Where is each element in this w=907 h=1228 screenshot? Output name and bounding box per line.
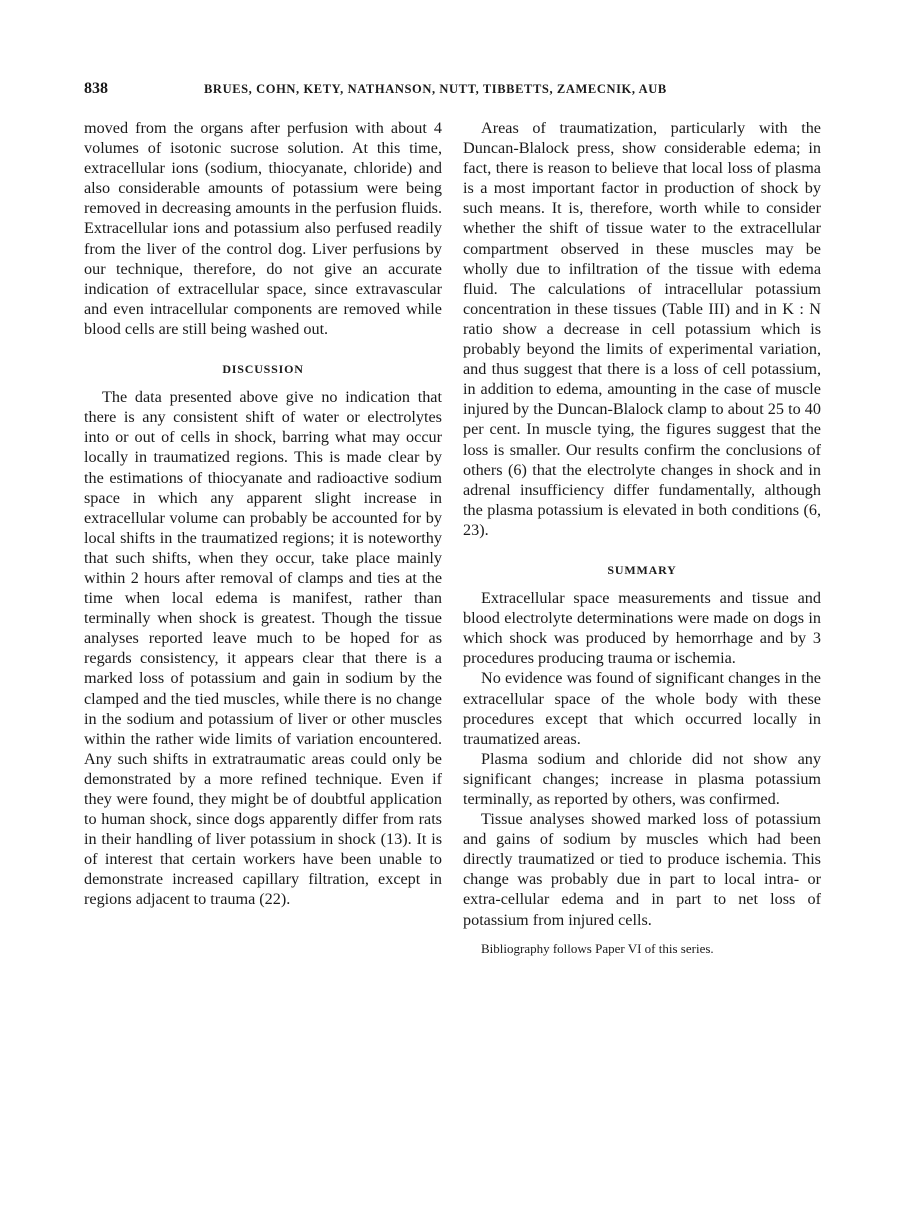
- body-paragraph-continued: moved from the organs after perfusion with about 4 volumes of isotonic sucrose solution. At this time, extracellular ions (sodium, thiocyanate, chloride) and also considerable amounts of potassium were being removed in decreasing amounts in the perfusion fluids. Extracellular ions and potassium also perfused readily from the liver of the control dog. Liver perfusions by our technique, therefore, do not give an accurate indication of extracellular space, since extravascular and even intracellular components are removed while blood cells are still being washed out.: [84, 119, 442, 338]
- summary-paragraph: No evidence was found of significant changes in the extracellular space of the whole body with these procedures except that which occurred locally in traumatized areas.: [463, 669, 821, 748]
- summary-paragraph: Extracellular space measurements and tissue and blood electrolyte determinations were made on dogs in which shock was produced by hemorrhage and by 3 procedures producing trauma or ischemia.: [463, 589, 821, 668]
- page-number: 838: [84, 80, 108, 97]
- running-head-authors: BRUES, COHN, KETY, NATHANSON, NUTT, TIBBETTS, ZAMECNIK, AUB: [204, 82, 667, 96]
- discussion-paragraph-2: Areas of traumatization, particularly with the Duncan-Blalock press, show considerable edema; in fact, there is reason to believe that local loss of plasma is a most important factor in production of shock by such means. It is, therefore, worth while to consider whether the shift of tissue water to the extracellular compartment observed in these muscles may be wholly due to infiltration of the tissue with edema fluid. The calculations of intracellular potassium concentration in these tissues (Table III) and in K : N ratio show a decrease in cell potassium which is probably beyond the limits of experimental variation, and thus suggest that there is a loss of cell potassium, in addition to edema, amounting in the case of muscle injured by the Duncan-Blalock clamp to about 25 to 40 per cent. In muscle tying, the figures suggest that the loss is smaller. Our results confirm the conclusions of others (6) that the electrolyte changes in shock and in adrenal insufficiency differ fundamentally, although the plasma potassium is elevated in both conditions (6, 23).: [463, 119, 821, 539]
- discussion-paragraph: The data presented above give no indication that there is any consistent shift of water or electrolytes into or out of cells in shock, barring what may occur locally in traumatized regions. This is made clear by the estimations of thiocyanate and radioactive sodium space in which any apparent slight increase in extracellular volume can probably be accounted for by local shifts in the traumatized regions; it is noteworthy that such shifts, when they occur, take place mainly within 2 hours after removal of clamps and ties at the time when local edema is manifest, rather than terminally when shock is greatest. Though the tissue analyses reported leave much to be hoped for as regards consistency, it appears clear that there is a marked loss of potassium and gain in sodium by the clamped and the tied muscles, while there is no change in the sodium and potassium of liver or other muscles within the rather wide limits of variation encountered. Any such shifts in extratraumatic areas could only be demonstrated by a more refined technique. Even if they were found, they might be of doubtful application to human shock, since dogs apparently differ from rats in their handling of liver potassium in shock (13). It is of interest that certain workers have been unable to demonstrate increased capillary filtration, except in regions adjacent to trauma (22).: [84, 388, 442, 909]
- summary-paragraph: Plasma sodium and chloride did not show any significant changes; increase in plasma potassium terminally, as reported by others, was confirmed.: [463, 749, 821, 808]
- right-column: [463, 118, 821, 959]
- summary-heading: SUMMARY: [607, 562, 677, 577]
- discussion-heading: DISCUSSION: [222, 362, 304, 377]
- bibliography-note: Bibliography follows Paper VI of this series.: [481, 940, 714, 956]
- left-column: [84, 118, 442, 910]
- summary-paragraph: Tissue analyses showed marked loss of potassium and gains of sodium by muscles which had been directly traumatized or tied to produce ischemia. This change was probably due in part to local intra- or extra-cellular edema and in part to net loss of potassium from injured cells.: [463, 810, 821, 929]
- page-header: [84, 80, 824, 104]
